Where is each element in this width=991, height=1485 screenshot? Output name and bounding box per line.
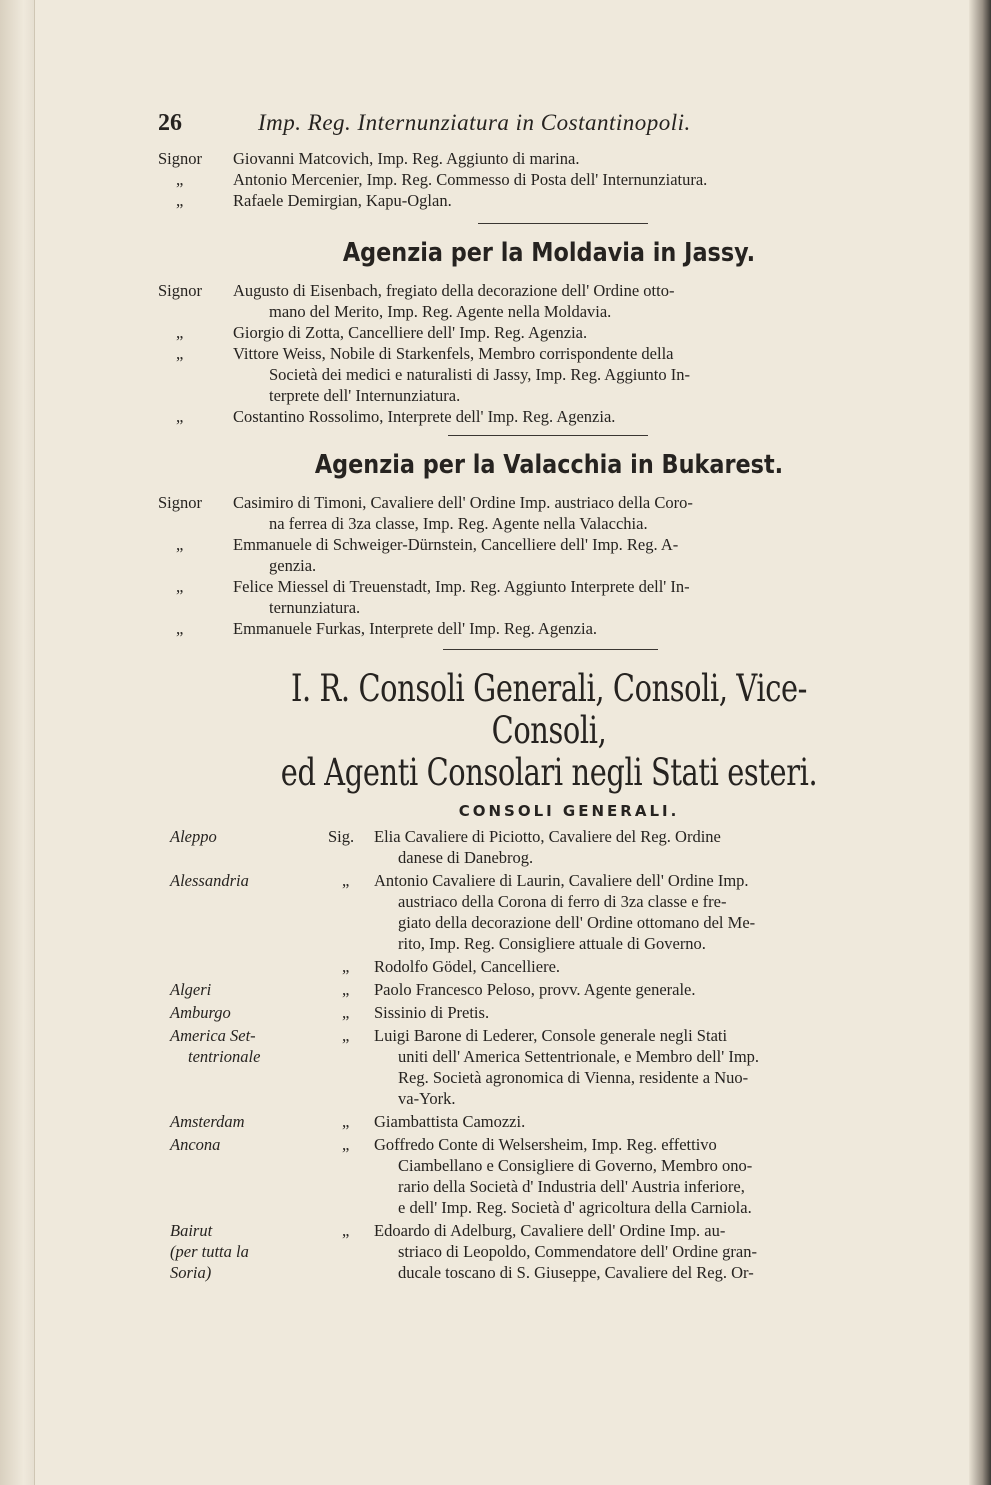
entry-prefix: „ [176,619,184,638]
consul-prefix: „ [342,1003,350,1022]
entry-line: na ferrea di 3za classe, Imp. Reg. Agente nella Valacchia. [269,514,648,533]
consul-line: Goffredo Conte di Welsersheim, Imp. Reg. effettivo [374,1135,717,1154]
consul-prefix: „ [342,1135,350,1154]
consul-city: Amsterdam [170,1112,245,1131]
consul-city: Ancona [170,1135,221,1154]
consul-row [158,870,940,954]
entry-line: Casimiro di Timoni, Cavaliere dell' Ordine Imp. austriaco della Coro- [233,493,693,512]
running-title: Imp. Reg. Internunziatura in Costantinopoli. [258,110,691,135]
entry [158,280,940,322]
divider [443,649,658,650]
section-title-valacchia: Agenzia per la Valacchia in Bukarest. [314,450,784,480]
section-title-moldavia: Agenzia per la Moldavia in Jassy. [342,238,756,268]
entry-line: Costantino Rossolimo, Interprete dell' Imp. Reg. Agenzia. [233,407,616,426]
consul-line: austriaco della Corona di ferro di 3za classe e fre- [398,892,727,911]
entry-line: genzia. [269,556,317,575]
consul-row [158,1002,940,1023]
consul-city: Aleppo [170,827,217,846]
consul-row [158,1220,940,1283]
consul-city: Bairut [170,1221,213,1240]
consul-prefix: „ [342,980,350,999]
consul-city-block [170,826,320,847]
consul-line: Reg. Società agronomica di Vienna, residente a Nuo- [398,1068,749,1087]
consul-prefix: „ [342,1221,350,1240]
consoli-subhead: CONSOLI GENERALI. [458,802,680,820]
consul-city-block [170,979,320,1000]
entry [158,190,940,211]
consul-line: Giambattista Camozzi. [374,1112,526,1131]
divider [448,435,648,436]
consul-city: tentrionale [188,1047,261,1066]
consul-prefix: „ [342,1026,350,1045]
consul-city: America Set- [170,1026,256,1045]
entry-prefix: Signor [158,493,203,512]
consul-prefix: „ [342,957,350,976]
entry [158,322,940,343]
consoli-title [244,668,854,794]
consul-line: Antonio Cavaliere di Laurin, Cavaliere dell' Ordine Imp. [374,871,749,890]
consul-prefix: „ [342,871,350,890]
consul-line: va-York. [398,1089,456,1108]
top-entries [158,148,940,211]
entry-prefix: „ [176,191,184,210]
consul-city-block [170,870,320,891]
consul-line: Paolo Francesco Peloso, provv. Agente generale. [374,980,696,999]
consul-line: Rodolfo Gödel, Cancelliere. [374,957,561,976]
consul-row [158,1111,940,1132]
entry [158,343,940,406]
consul-city-block [170,1134,320,1155]
consul-city: Algeri [170,980,212,999]
consul-city-block [170,1220,320,1283]
entry [158,492,940,534]
consul-city: (per tutta la [170,1242,249,1261]
consul-city-block [170,1111,320,1132]
entry [158,576,940,618]
consoli-title-line-1: I. R. Consoli Generali, Consoli, Vice-Consoli, [290,667,808,752]
consul-line: Edoardo di Adelburg, Cavaliere dell' Ordine Imp. au- [374,1221,726,1240]
consoli-list [158,826,940,1283]
consul-line: Elia Cavaliere di Piciotto, Cavaliere del Reg. Ordine [374,827,721,846]
entry-line: Augusto di Eisenbach, fregiato della decorazione dell' Ordine otto- [233,281,675,300]
consul-city-block [170,1002,320,1023]
consul-row [158,956,940,977]
entry-line: Emmanuele Furkas, Interprete dell' Imp. Reg. Agenzia. [233,619,598,638]
consul-line: Sissinio di Pretis. [374,1003,490,1022]
consul-line: ducale toscano di S. Giuseppe, Cavaliere del Reg. Or- [398,1263,754,1282]
valacchia-entries [158,492,940,639]
entry-line: Giovanni Matcovich, Imp. Reg. Aggiunto di marina. [233,149,580,168]
entry-line: Rafaele Demirgian, Kapu-Oglan. [233,191,452,210]
consul-row [158,1025,940,1109]
entry-prefix: „ [176,407,184,426]
consul-row [158,1134,940,1218]
consul-prefix: Sig. [328,827,355,846]
entry-prefix: Signor [158,281,203,300]
consul-line: Luigi Barone di Lederer, Console generale negli Stati [374,1026,728,1045]
page-number: 26 [158,110,182,136]
entry [158,406,940,427]
entry-prefix: „ [176,344,184,363]
entry-line: terprete dell' Internunziatura. [269,386,461,405]
consul-city: Amburgo [170,1003,231,1022]
consul-line: Ciambellano e Consigliere di Governo, Membro ono- [398,1156,753,1175]
entry-prefix: „ [176,323,184,342]
entry-line: Emmanuele di Schweiger-Dürnstein, Cancelliere dell' Imp. Reg. A- [233,535,679,554]
entry-line: Antonio Mercenier, Imp. Reg. Commesso di Posta dell' Internunziatura. [233,170,708,189]
consul-line: rario della Società d' Industria dell' Austria inferiore, [398,1177,745,1196]
consul-city-block [170,1025,320,1067]
consoli-title-line-2: ed Agenti Consolari negli Stati esteri. [280,751,818,794]
moldavia-entries [158,280,940,427]
divider [478,223,648,224]
consul-line: danese di Danebrog. [398,848,534,867]
consul-line: uniti dell' America Settentrionale, e Membro dell' Imp. [398,1047,760,1066]
entry-prefix: „ [176,170,184,189]
entry-line: Giorgio di Zotta, Cancelliere dell' Imp. Reg. Agenzia. [233,323,588,342]
entry-line: mano del Merito, Imp. Reg. Agente nella Moldavia. [269,302,612,321]
consul-line: giato della decorazione dell' Ordine ottomano del Me- [398,913,756,932]
consul-prefix: „ [342,1112,350,1131]
entry-prefix: „ [176,535,184,554]
consul-line: striaco di Leopoldo, Commendatore dell' Ordine gran- [398,1242,757,1261]
entry [158,169,940,190]
entry [158,618,940,639]
page-edge [969,0,991,1485]
entry [158,148,940,169]
entry-line: Felice Miessel di Treuenstadt, Imp. Reg. Aggiunto Interprete dell' In- [233,577,690,596]
consul-line: e dell' Imp. Reg. Società d' agricoltura della Carniola. [398,1198,752,1217]
consul-city: Alessandria [170,871,249,890]
consul-city: Soria) [170,1263,212,1282]
entry-line: ternunziatura. [269,598,361,617]
entry-line: Vittore Weiss, Nobile di Starkenfels, Membro corrispondente della [233,344,674,363]
consul-line: rito, Imp. Reg. Consigliere attuale di Governo. [398,934,706,953]
consul-row [158,979,940,1000]
consul-row [158,826,940,868]
entry-prefix: Signor [158,149,203,168]
entry [158,534,940,576]
page [158,104,940,1384]
entry-line: Società dei medici e naturalisti di Jassy, Imp. Reg. Aggiunto In- [269,365,690,384]
page-binding [0,0,35,1485]
entry-prefix: „ [176,577,184,596]
page-header [158,104,940,148]
